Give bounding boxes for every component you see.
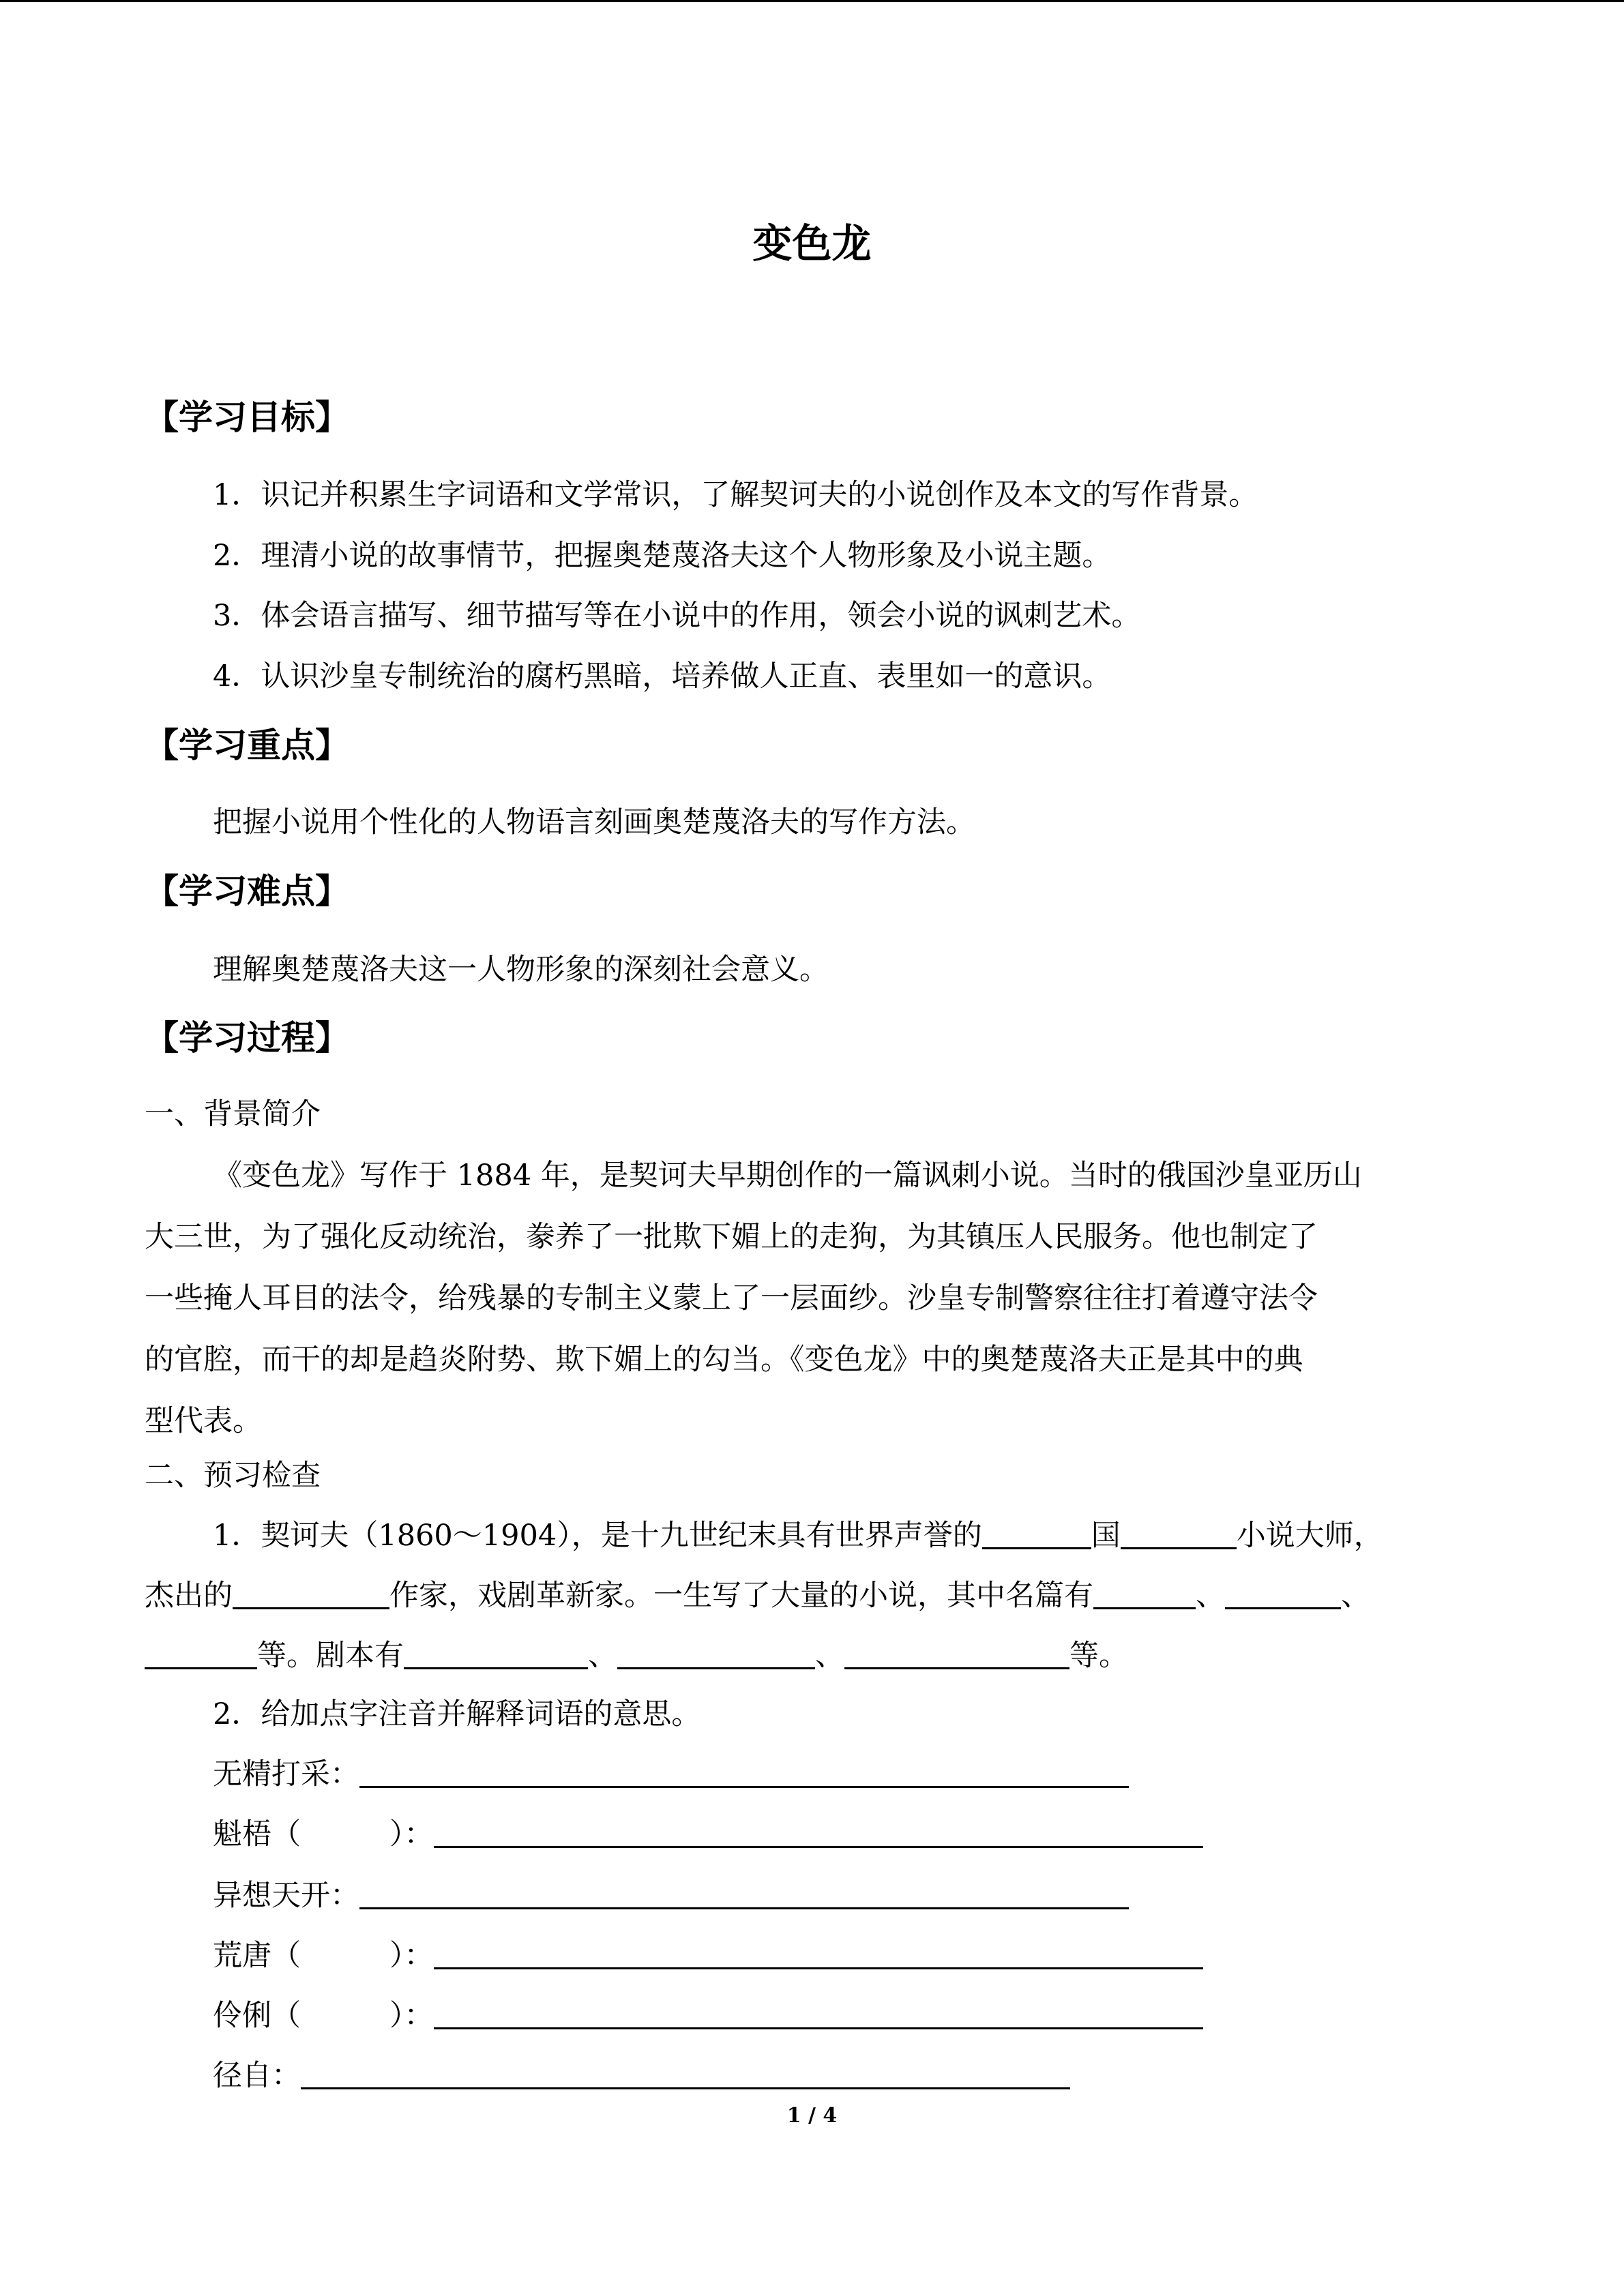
vocab-label: 异想天开： <box>213 1879 359 1913</box>
q1-text-c: 小说大师， <box>1236 1519 1383 1553</box>
answer-blank[interactable] <box>1225 1580 1341 1609</box>
vocab-label: 无精打采： <box>213 1757 359 1791</box>
page-number: 1 / 4 <box>786 2104 838 2128</box>
vocab-item-1 <box>213 1754 1550 1795</box>
q1-text-f: 、 <box>1196 1579 1225 1613</box>
vocab-label: 伶俐（ <box>213 1999 301 2033</box>
top-border-line <box>0 0 1624 2</box>
answer-blank[interactable] <box>359 1880 1129 1909</box>
background-line-3: 一些掩人耳目的法令，给残暴的专制主义蒙上了一层面纱。沙皇专制警察往往打着遵守法令 <box>145 1281 1318 1315</box>
heading-goals: 【学习目标】 <box>145 398 349 437</box>
answer-blank[interactable] <box>434 1940 1203 1969</box>
q1-text-j: 、 <box>815 1639 844 1673</box>
vocab-label: 径自： <box>213 2059 301 2093</box>
q1-line-3 <box>145 1635 1481 1676</box>
page-title: 变色龙 <box>752 220 872 267</box>
key-text: 把握小说用个性化的人物语言刻画奥楚蔑洛夫的写作方法。 <box>213 805 975 839</box>
q1-text-a: 1．契诃夫（1860～1904），是十九世纪末具有世界声誉的 <box>213 1519 982 1553</box>
answer-blank[interactable] <box>1121 1520 1237 1549</box>
q1-line-1 <box>213 1515 1550 1556</box>
answer-blank[interactable] <box>145 1640 257 1669</box>
part2-title: 二、预习检查 <box>145 1459 321 1493</box>
vocab-item-6 <box>213 2055 1550 2096</box>
q2-intro: 2．给加点字注音并解释词语的意思。 <box>213 1697 701 1731</box>
answer-blank[interactable] <box>434 2000 1203 2029</box>
q1-text-g: 、 <box>1341 1579 1370 1613</box>
vocab-label: 魁梧（ <box>213 1817 301 1851</box>
part1-title: 一、背景简介 <box>145 1097 321 1131</box>
vocab-label: 荒唐（ <box>213 1939 301 1973</box>
background-line-2: 大三世，为了强化反动统治，豢养了一批欺下媚上的走狗，为其镇压人民服务。他也制定了 <box>145 1220 1318 1254</box>
heading-difficulty: 【学习难点】 <box>145 871 349 911</box>
answer-blank[interactable] <box>844 1640 1069 1669</box>
answer-blank[interactable] <box>404 1640 588 1669</box>
q1-text-h: 等。剧本有 <box>257 1639 404 1673</box>
background-line-4: 的官腔，而干的却是趋炎附势、欺下媚上的勾当。《变色龙》中的奥楚蔑洛夫正是其中的典 <box>145 1343 1303 1377</box>
vocab-item-4 <box>213 1935 1550 1976</box>
goal-item-3: 3．体会语言描写、细节描写等在小说中的作用，领会小说的讽刺艺术。 <box>213 599 1141 633</box>
answer-blank[interactable] <box>301 2060 1070 2089</box>
heading-key: 【学习重点】 <box>145 726 349 765</box>
background-line-1: 《变色龙》写作于 1884 年，是契诃夫早期创作的一篇讽刺小说。当时的俄国沙皇亚历山 <box>213 1159 1362 1193</box>
q1-text-d: 杰出的 <box>145 1579 233 1613</box>
q1-text-k: 等。 <box>1069 1639 1128 1673</box>
q1-line-2 <box>145 1575 1481 1616</box>
goal-item-1: 1．识记并积累生字词语和文学常识，了解契诃夫的小说创作及本文的写作背景。 <box>213 478 1258 512</box>
answer-blank[interactable] <box>359 1759 1129 1788</box>
goal-item-4: 4．认识沙皇专制统治的腐朽黑暗，培养做人正直、表里如一的意识。 <box>213 659 1112 694</box>
vocab-item-2 <box>213 1814 1550 1855</box>
vocab-close: ）： <box>389 1817 434 1851</box>
q1-text-i: 、 <box>588 1639 617 1673</box>
vocab-item-3 <box>213 1875 1550 1916</box>
difficulty-text: 理解奥楚蔑洛夫这一人物形象的深刻社会意义。 <box>213 953 829 987</box>
q1-text-b: 国 <box>1091 1519 1121 1553</box>
answer-blank[interactable] <box>617 1640 815 1669</box>
vocab-close: ）： <box>389 1939 434 1973</box>
answer-blank[interactable] <box>233 1580 389 1609</box>
heading-process: 【学习过程】 <box>145 1018 349 1058</box>
answer-blank[interactable] <box>982 1520 1091 1549</box>
q1-text-e: 作家，戏剧革新家。一生写了大量的小说，其中名篇有 <box>389 1579 1093 1613</box>
goal-item-2: 2．理清小说的故事情节，把握奥楚蔑洛夫这个人物形象及小说主题。 <box>213 539 1112 573</box>
vocab-close: ）： <box>389 1999 434 2033</box>
answer-blank[interactable] <box>434 1819 1203 1848</box>
background-line-5: 型代表。 <box>145 1404 262 1438</box>
vocab-item-5 <box>213 1995 1550 2036</box>
answer-blank[interactable] <box>1093 1580 1196 1609</box>
